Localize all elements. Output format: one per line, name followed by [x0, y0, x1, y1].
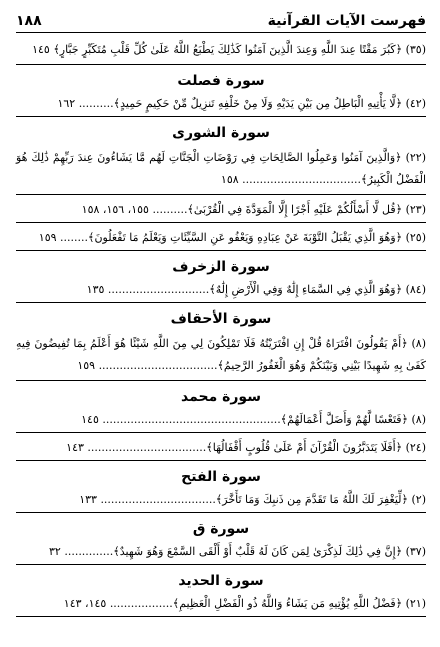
verse-entry: [16, 281, 426, 299]
entry-rule: [16, 222, 426, 223]
page-header: [16, 10, 426, 32]
page-references: ١٣٥: [86, 283, 105, 296]
verse-text: ﴿لِّيَغْفِرَ لَكَ اللَّهُ مَا تَقَدَّمَ مِن ذَنبِكَ وَمَا تَأَخَّرَ﴾.................................: [100, 493, 408, 506]
surah-heading: سورة الأحقاف: [170, 311, 272, 327]
entry-rule: [16, 460, 426, 461]
verse-number: (٨): [411, 413, 426, 426]
page-references: ٣٢: [49, 545, 61, 558]
verse-text: ﴿أَفَلَا يَتَدَبَّرُونَ الْقُرْآنَ أَمْ عَلَىٰ قُلُوبٍ أَقْفَالُهَا﴾..................................: [87, 441, 403, 454]
page-references: ١٤٥: [81, 413, 99, 426]
surah-heading: سورة الحديد: [178, 573, 264, 589]
document-page: [16, 10, 426, 640]
verse-text: ﴿وَالَّذِينَ آمَنُوا وَعَمِلُوا الصَّالِحَاتِ فِي رَوْضَاتِ الْجَنَّاتِ لَهُم مَّا يَشَاءُونَ عِندَ رَبِّهِمْ ذَٰلِكَ هُوَ الْفَضْلُ الْكَبِيرُ﴾..................................: [16, 151, 426, 186]
verse-number: (٤٢): [405, 97, 426, 110]
verse-number: (٨٤): [405, 283, 426, 296]
verse-number: (٢٣): [405, 203, 426, 216]
verse-text: ﴿إِنَّ فِي ذَٰلِكَ لَذِكْرَىٰ لِمَن كَانَ لَهُ قَلْبٌ أَوْ أَلْقَى السَّمْعَ وَهُوَ شَهِيدٌ﴾..............: [64, 545, 403, 558]
header-rule: [16, 32, 426, 33]
verse-text: ﴿فَضْلُ اللَّهِ يُؤْتِيهِ مَن يَشَاءُ وَاللَّهُ ذُو الْفَضْلِ الْعَظِيمِ﴾..................: [109, 597, 403, 610]
entry-rule: [16, 250, 426, 251]
page-references: ١٣٣: [79, 493, 97, 506]
surah-heading: سورة محمد: [181, 389, 261, 405]
verse-number: (٢١): [405, 597, 426, 610]
verse-entry: [16, 595, 426, 613]
page-references: ١٥٨: [220, 173, 239, 186]
surah-heading: سورة ق: [192, 521, 250, 537]
verse-text: ﴿فَتَعْسًا لَّهُمْ وَأَضَلَّ أَعْمَالَهُمْ﴾...................................................: [102, 413, 408, 426]
verse-entry: [16, 439, 426, 457]
entry-rule: [16, 116, 426, 117]
verse-text: ﴿كَبُرَ مَقْتًا عِندَ اللَّهِ وَعِندَ الَّذِينَ آمَنُوا كَذَٰلِكَ يَطْبَعُ اللَّهُ عَلَىٰ كُلِّ قَلْبِ مُتَكَبِّرٍ جَبَّارٍ﴾: [53, 43, 403, 56]
entry-rule: [16, 432, 426, 433]
verse-text: ﴿أَمْ يَقُولُونَ افْتَرَاهُ قُلْ إِنِ افْتَرَيْتُهُ فَلَا تَمْلِكُونَ لِي مِنَ اللَّهِ شَيْئًا هُوَ أَعْلَمُ بِمَا تُفِيضُونَ فِيهِ كَفَىٰ بِهِ شَهِيدًا بَيْنِي وَبَيْنَكُمْ وَهُوَ الْغَفُورُ الرَّحِيمُ﴾..................................: [16, 337, 426, 372]
page-references: ١٤٥: [32, 43, 50, 56]
verse-text: ﴿وَهُوَ الَّذِي يَقْبَلُ التَّوْبَةَ عَنْ عِبَادِهِ وَيَعْفُو عَنِ السَّيِّئَاتِ وَيَعْلَمُ مَا تَفْعَلُونَ﴾........: [60, 231, 403, 244]
entry-rule: [16, 64, 426, 65]
entry-rule: [16, 194, 426, 195]
verse-entry: [16, 543, 426, 561]
surah-heading: سورة الفتح: [181, 469, 261, 485]
verse-number: (٢٤): [405, 441, 426, 454]
verse-number: (٢٥): [405, 231, 426, 244]
page-references: ١٤٣: [66, 441, 84, 454]
verse-text: ﴿وَهُوَ الَّذِي فِي السَّمَاءِ إِلَٰهٌ وَفِي الْأَرْضِ إِلَٰهٌ﴾.............................: [107, 283, 403, 296]
page-references: ١٦٢: [57, 97, 76, 110]
surah-heading: سورة الزخرف: [172, 259, 270, 275]
entry-rule: [16, 302, 426, 303]
verse-entry: [16, 411, 426, 429]
verse-entry: [16, 147, 426, 191]
verse-entry: [16, 491, 426, 509]
verse-entry: [16, 229, 426, 247]
page-references: ١٤٥، ١٤٣: [63, 597, 107, 610]
running-title: فهرست الآيات القرآنية: [267, 13, 426, 29]
verse-index: [16, 39, 426, 617]
verse-number: (٣٥): [405, 43, 426, 56]
verse-text: ﴿قُل لَّا أَسْأَلُكُمْ عَلَيْهِ أَجْرًا إِلَّا الْمَوَدَّةَ فِي الْقُرْبَىٰ﴾..........: [152, 203, 403, 216]
verse-entry: [16, 201, 426, 219]
verse-entry: [16, 333, 426, 377]
page-references: ١٥٥، ١٥٦، ١٥٨: [81, 203, 149, 216]
verse-number: (٢): [411, 493, 426, 506]
verse-number: (٢٢): [405, 151, 426, 164]
verse-number: (٣٧): [405, 545, 426, 558]
entry-rule: [16, 380, 426, 381]
entry-rule: [16, 564, 426, 565]
page-number: ١٨٨: [16, 13, 42, 29]
surah-heading: سورة الشورى: [172, 125, 270, 141]
verse-entry: [16, 39, 426, 61]
verse-number: (٨): [411, 337, 426, 350]
page-references: ١٥٩: [38, 231, 57, 244]
page-references: ١٥٩: [77, 359, 96, 372]
surah-heading: سورة فصلت: [177, 73, 265, 89]
verse-entry: [16, 95, 426, 113]
entry-rule: [16, 616, 426, 617]
verse-text: ﴿لَّا يَأْتِيهِ الْبَاطِلُ مِن بَيْنِ يَدَيْهِ وَلَا مِنْ خَلْفِهِ تَنزِيلٌ مِّنْ حَكِيمٍ حَمِيدٍ﴾..........: [78, 97, 403, 110]
entry-rule: [16, 512, 426, 513]
